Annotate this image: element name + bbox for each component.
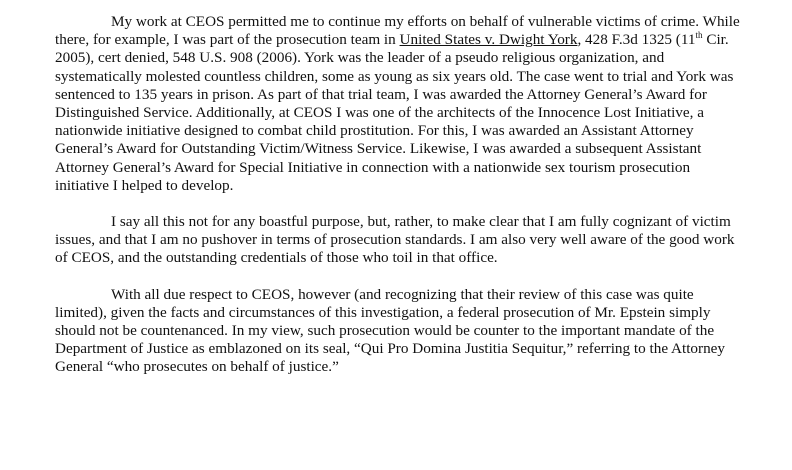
paragraph-prosecution-view: With all due respect to CEOS, however (and recognizing that their review of this case was quite limited), given the facts and circumstances of this investigation, a federal prosecution of Mr. Epstein simply should not be countenanced. In my view, such prosecution would be counter to the important mandate of the Department of Justice as emblazoned on its seal, “Qui Pro Domina Justitia Sequitur,” referring to the Attorney General “who prosecutes on behalf of justice.” xyxy=(55,285,726,376)
case-citation-name: United States v. Dwight York xyxy=(399,31,578,49)
document-page xyxy=(55,13,745,377)
paragraph-victim-issues: I say all this not for any boastful purpose, but, rather, to make clear that I am fully cognizant of victim issues, and that I am no pushover in terms of prosecution standards. I am also very well aware of the good work of CEOS, and the outstanding credentials of those who toil in that office. xyxy=(55,213,735,267)
paragraph-text: Cir. 2005), cert denied, 548 U.S. 908 (2006). York was the leader of a pseudo religious organization, and systematically molested countless children, some as young as six years old. The case went to trial and York was sentenced to 135 years in prison. As part of that trial team, I was awarded the Attorney General’s Award for Distinguished Service. Additionally, at CEOS I was one of the architects of the Innocence Lost Initiative, a nationwide initiative designed to combat child prostitution. For this, I was awarded an Assistant Attorney General’s Award for Outstanding Victim/Witness Service. Likewise, I was awarded a subsequent Assistant Attorney General’s Award for Special Initiative in connection with a nationwide sex tourism prosecution initiative I helped to develop. xyxy=(55,31,734,194)
paragraph-text: , 428 F.3d 1325 (11 xyxy=(577,31,696,49)
ordinal-superscript: th xyxy=(695,30,703,41)
paragraph-ceos-work xyxy=(55,13,745,195)
paragraph-text: My work at CEOS permitted me to continue my efforts on behalf of vulnerable victims of crime. While there, for example, I was part of the prosecution team in xyxy=(55,13,740,49)
